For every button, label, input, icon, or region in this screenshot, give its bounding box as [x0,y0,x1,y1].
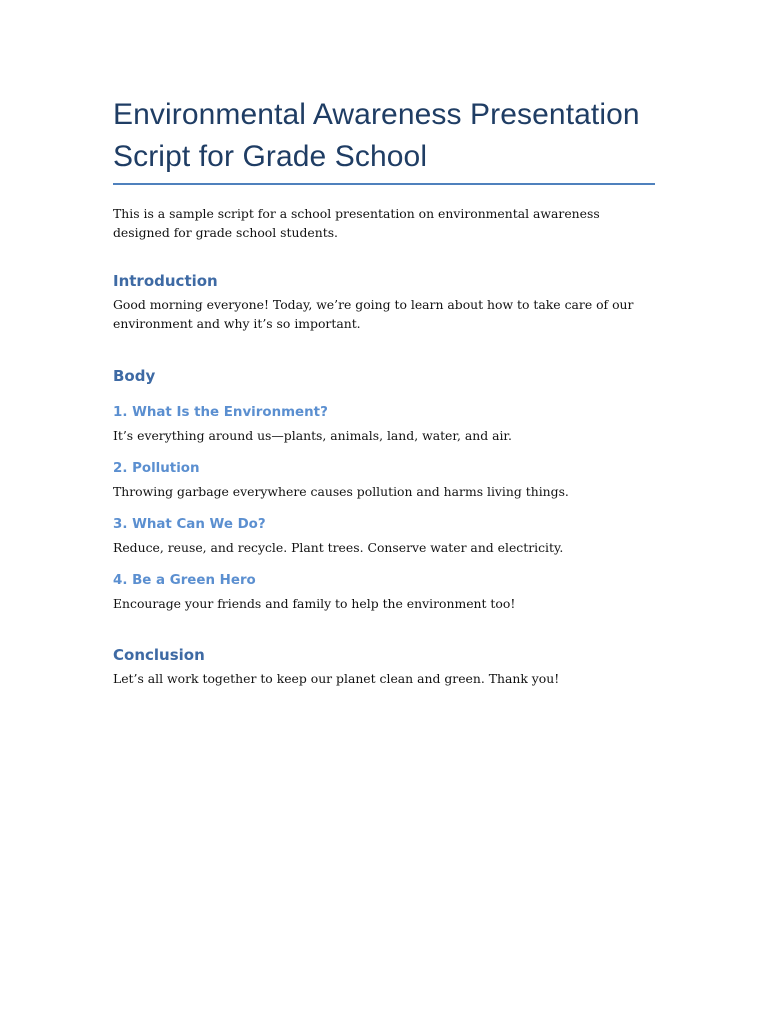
document-title: Environmental Awareness Presentation Script for Grade School [113,98,640,173]
subsection-heading-pollution: 2. Pollution [113,461,200,476]
conclusion-heading: Conclusion [113,646,205,664]
subsection-heading-green-hero: 4. Be a Green Hero [113,573,256,588]
title-divider [113,183,655,185]
document-intro-text: This is a sample script for a school presentation on environmental awareness designed for grade school students. [113,206,600,240]
subsection-heading-what-can-we-do: 3. What Can We Do? [113,517,266,532]
subsection-heading-environment: 1. What Is the Environment? [113,405,328,420]
subsection-text-environment: It’s everything around us—plants, animals, land, water, and air. [113,428,512,443]
subsection-text-pollution: Throwing garbage everywhere causes pollution and harms living things. [113,484,569,499]
introduction-text: Good morning everyone! Today, we’re going to learn about how to take care of our environment and why it’s so important. [113,297,634,331]
document-page [113,0,655,686]
subsection-text-what-can-we-do: Reduce, reuse, and recycle. Plant trees. Conserve water and electricity. [113,540,564,555]
conclusion-text: Let’s all work together to keep our planet clean and green. Thank you! [113,671,560,686]
body-heading: Body [113,367,156,385]
subsection-text-green-hero: Encourage your friends and family to help the environment too! [113,596,516,611]
introduction-heading: Introduction [113,272,218,290]
